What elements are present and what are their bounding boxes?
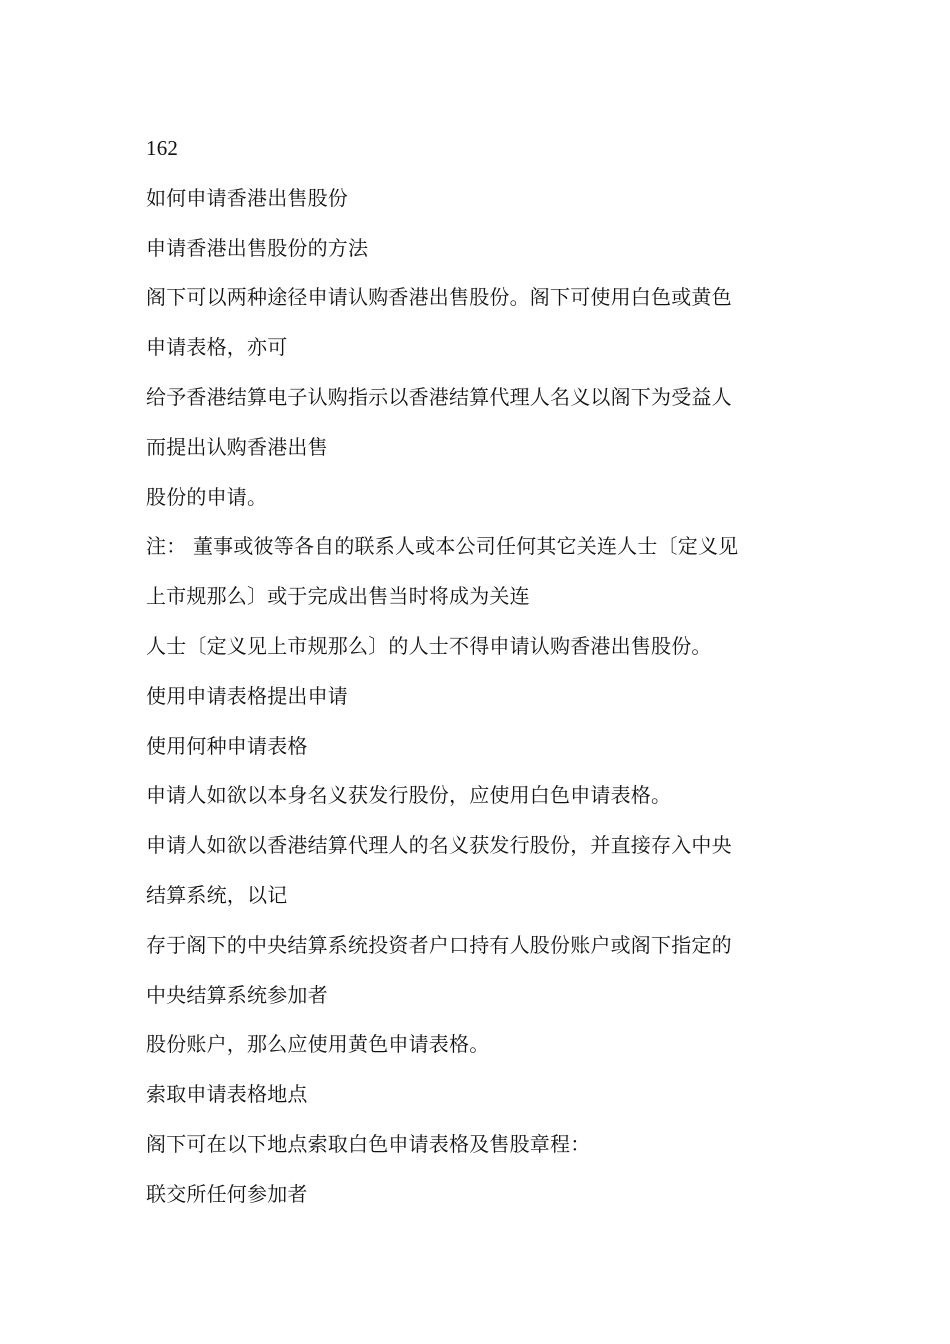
paragraph-line: 阁下可以两种途径申请认购香港出售股份。阁下可使用白色或黄色 — [146, 285, 732, 310]
section-heading: 如何申请香港出售股份 — [146, 185, 348, 210]
note-line: 注： 董事或彼等各自的联系人或本公司任何其它关连人士〔定义见 — [146, 534, 739, 559]
paragraph-line: 股份的申请。 — [146, 484, 268, 509]
note-line: 上市规那么〕或于完成出售当时将成为关连 — [146, 584, 530, 609]
paragraph-line: 申请人如欲以本身名义获发行股份，应使用白色申请表格。 — [146, 783, 672, 808]
paragraph-line: 申请表格，亦可 — [146, 335, 288, 360]
paragraph-line: 结算系统，以记 — [146, 882, 288, 907]
subsection-heading: 使用何种申请表格 — [146, 733, 308, 758]
note-line: 人士〔定义见上市规那么〕的人士不得申请认购香港出售股份。 — [146, 633, 712, 658]
paragraph-line: 阁下可在以下地点索取白色申请表格及售股章程： — [146, 1131, 591, 1156]
paragraph-line: 而提出认购香港出售 — [146, 434, 328, 459]
list-item: 联交所任何参加者 — [146, 1181, 308, 1206]
page-number: 162 — [146, 136, 179, 160]
document-body — [146, 124, 808, 1220]
paragraph-line: 给予香港结算电子认购指示以香港结算代理人名义以阁下为受益人 — [146, 384, 732, 409]
subsection-heading: 索取申请表格地点 — [146, 1082, 308, 1107]
paragraph-line: 存于阁下的中央结算系统投资者户口持有人股份账户或阁下指定的 — [146, 932, 732, 957]
subsection-heading: 使用申请表格提出申请 — [146, 683, 348, 708]
paragraph-line: 股份账户，那么应使用黄色申请表格。 — [146, 1032, 490, 1057]
subsection-heading: 申请香港出售股份的方法 — [146, 235, 369, 260]
paragraph-line: 中央结算系统参加者 — [146, 982, 328, 1007]
paragraph-line: 申请人如欲以香港结算代理人的名义获发行股份，并直接存入中央 — [146, 833, 732, 858]
